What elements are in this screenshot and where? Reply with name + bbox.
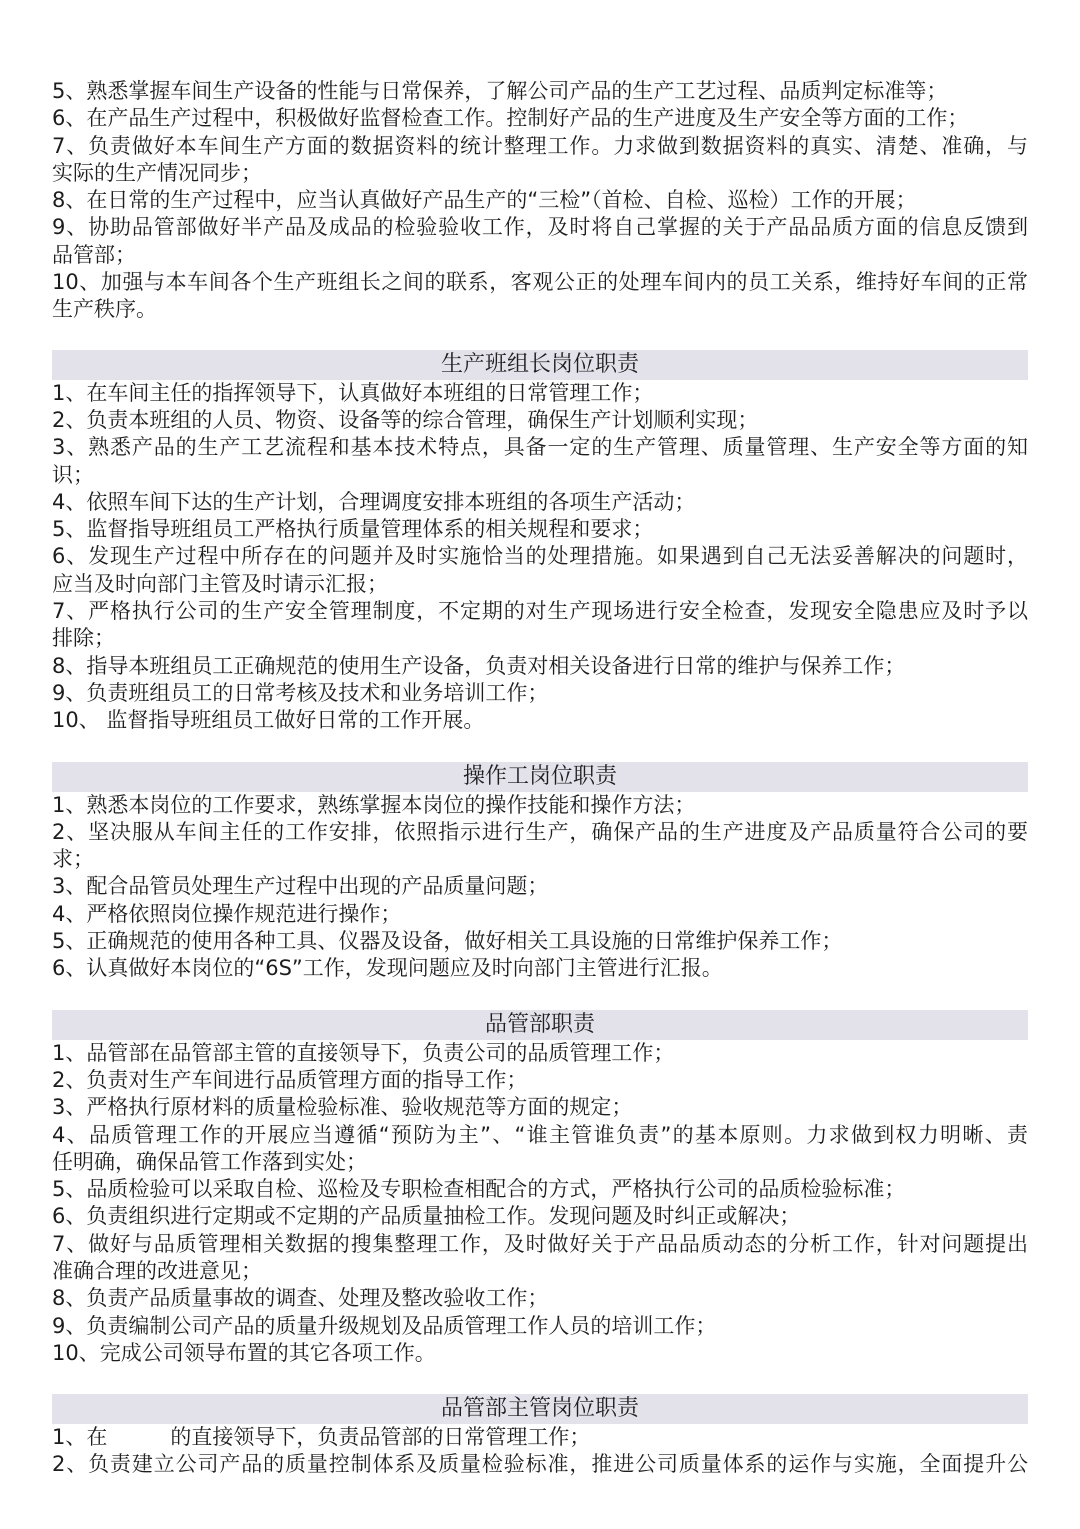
duty-item <box>52 1424 1028 1451</box>
duty-item <box>52 1067 1028 1094</box>
operator-duties-section <box>52 762 1028 983</box>
duty-item <box>52 269 1028 324</box>
duty-line: 7、严格执行公司的生产安全管理制度，不定期的对生产现场进行安全检查，发现安全隐患应及时予以 <box>52 599 1028 624</box>
duty-line: 8、负责产品质量事故的调查、处理及整改验收工作； <box>52 1286 549 1311</box>
duty-line: 10、加强与本车间各个生产班组长之间的联系，客观公正的处理车间内的员工关系，维持好车间的正常 <box>52 270 1028 295</box>
section-title: 品管部主管岗位职责 <box>52 1394 1028 1424</box>
duty-line: 2、负责对生产车间进行品质管理方面的指导工作； <box>52 1067 528 1092</box>
duty-item <box>52 792 1028 819</box>
duty-line: 2、负责本班组的人员、物资、设备等的综合管理，确保生产计划顺利实现； <box>52 407 759 432</box>
duty-line: 应当及时向部门主管及时请示汇报； <box>52 571 388 596</box>
duty-item <box>52 1313 1028 1340</box>
duty-item <box>52 707 1028 734</box>
duty-line: 8、在日常的生产过程中，应当认真做好产品生产的“三检”（首检、自检、巡检）工作的开展； <box>52 188 917 213</box>
duty-line: 5、熟悉掌握车间生产设备的性能与日常保养，了解公司产品的生产工艺过程、品质判定标准等； <box>52 79 948 103</box>
duty-line: 4、严格依照岗位操作规范进行操作； <box>52 901 402 926</box>
duty-line: 6、负责组织进行定期或不定期的产品质量抽检工作。发现问题及时纠正或解决； <box>52 1204 801 1229</box>
duty-item <box>52 407 1028 434</box>
duty-item <box>52 928 1028 955</box>
duty-item <box>52 873 1028 900</box>
duty-item <box>52 901 1028 928</box>
duty-item <box>52 1340 1028 1367</box>
duty-item <box>52 380 1028 407</box>
duty-line: 3、严格执行原材料的质量检验标准、验收规范等方面的规定； <box>52 1095 633 1120</box>
duty-item <box>52 680 1028 707</box>
duty-item <box>52 543 1028 598</box>
duty-line: 2、负责建立公司产品的质量控制体系及质量检验标准，推进公司质量体系的运作与实施，全面提升公 <box>52 1452 1028 1477</box>
workshop-director-duties-continued <box>52 78 1028 324</box>
duty-line: 2、坚决服从车间主任的工作安排，依照指示进行生产，确保产品的生产进度及产品质量符合公司的要 <box>52 819 1028 844</box>
duty-line: 3、配合品管员处理生产过程中出现的产品质量问题； <box>52 874 549 899</box>
duty-item <box>52 78 1028 105</box>
duty-line: 排除； <box>52 626 115 651</box>
duty-item <box>52 1176 1028 1203</box>
duty-line: 7、做好与品质管理相关数据的搜集整理工作，及时做好关于产品品质动态的分析工作，针对问题提出 <box>52 1231 1028 1256</box>
duty-line: 7、负责做好本车间生产方面的数据资料的统计整理工作。力求做到数据资料的真实、清楚、准确，与 <box>52 133 1028 158</box>
duty-item <box>52 187 1028 214</box>
duty-line: 5、监督指导班组员工严格执行质量管理体系的相关规程和要求； <box>52 517 654 542</box>
section-title: 品管部职责 <box>52 1010 1028 1040</box>
duty-item <box>52 819 1028 874</box>
duty-line: 9、负责班组员工的日常考核及技术和业务培训工作； <box>52 680 549 705</box>
duty-line: 识； <box>52 462 94 487</box>
duty-item <box>52 653 1028 680</box>
duty-line: 品管部； <box>52 242 136 267</box>
duty-line: 6、在产品生产过程中，积极做好监督检查工作。控制好产品的生产进度及生产安全等方面的工作； <box>52 106 969 131</box>
duty-item <box>52 516 1028 543</box>
quality-dept-duties-section <box>52 1010 1028 1368</box>
duty-item <box>52 1451 1028 1478</box>
duty-item <box>52 105 1028 132</box>
duty-line: 10、 监督指导班组员工做好日常的工作开展。 <box>52 708 485 733</box>
duty-item <box>52 133 1028 188</box>
duty-line: 5、品质检验可以采取自检、巡检及专职检查相配合的方式，严格执行公司的品质检验标准； <box>52 1177 906 1202</box>
duty-item <box>52 1122 1028 1177</box>
duty-line: 1、在车间主任的指挥领导下，认真做好本班组的日常管理工作； <box>52 380 654 405</box>
duty-item <box>52 1203 1028 1230</box>
duty-line: 任明确，确保品管工作落到实处； <box>52 1149 367 1174</box>
duty-line: 5、正确规范的使用各种工具、仪器及设备，做好相关工具设施的日常维护保养工作； <box>52 929 843 954</box>
duty-line: 6、认真做好本岗位的“6S”工作，发现问题应及时向部门主管进行汇报。 <box>52 956 723 981</box>
duty-line: 1、在 的直接领导下，负责品管部的日常管理工作； <box>52 1425 591 1450</box>
duty-item <box>52 1040 1028 1067</box>
quality-manager-duties-section <box>52 1394 1028 1479</box>
duty-item <box>52 598 1028 653</box>
duty-line: 实际的生产情况同步； <box>52 160 262 185</box>
duty-line: 准确合理的改进意见； <box>52 1258 262 1283</box>
duty-line: 4、依照车间下达的生产计划，合理调度安排本班组的各项生产活动； <box>52 489 696 514</box>
duty-line: 9、负责编制公司产品的质量升级规划及品质管理工作人员的培训工作； <box>52 1313 717 1338</box>
duty-line: 1、熟悉本岗位的工作要求，熟练掌握本岗位的操作技能和操作方法； <box>52 792 696 817</box>
duty-line: 9、协助品管部做好半产品及成品的检验验收工作，及时将自己掌握的关于产品品质方面的信息反馈到 <box>52 215 1028 240</box>
duty-line: 1、品管部在品管部主管的直接领导下，负责公司的品质管理工作； <box>52 1040 675 1065</box>
duty-item <box>52 1094 1028 1121</box>
duty-item <box>52 1231 1028 1286</box>
duty-item <box>52 489 1028 516</box>
duty-line: 10、完成公司领导布置的其它各项工作。 <box>52 1340 436 1365</box>
duty-line: 生产秩序。 <box>52 297 157 322</box>
duty-line: 4、品质管理工作的开展应当遵循“预防为主”、“谁主管谁负责”的基本原则。力求做到权力明晰、责 <box>52 1122 1028 1147</box>
duty-line: 8、指导本班组员工正确规范的使用生产设备，负责对相关设备进行日常的维护与保养工作； <box>52 653 906 678</box>
section-title: 操作工岗位职责 <box>52 762 1028 792</box>
duty-item <box>52 434 1028 489</box>
team-leader-duties-section <box>52 350 1028 735</box>
duty-item <box>52 214 1028 269</box>
duty-line: 3、熟悉产品的生产工艺流程和基本技术特点，具备一定的生产管理、质量管理、生产安全等方面的知 <box>52 435 1028 460</box>
duty-line: 6、发现生产过程中所存在的问题并及时实施恰当的处理措施。如果遇到自己无法妥善解决的问题时， <box>52 544 1028 569</box>
duty-item <box>52 1285 1028 1312</box>
duty-line: 求； <box>52 847 94 872</box>
section-title: 生产班组长岗位职责 <box>52 350 1028 380</box>
duty-item <box>52 955 1028 982</box>
